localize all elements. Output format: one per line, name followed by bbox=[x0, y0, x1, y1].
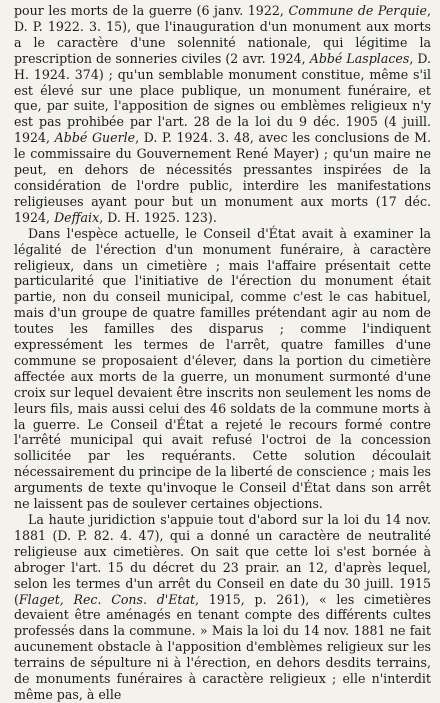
citation-italic-text: Commune de Perquie bbox=[288, 3, 427, 18]
body-text: pour les morts de la guerre (6 janv. 1922, bbox=[14, 3, 289, 18]
paragraph-3 bbox=[14, 512, 431, 703]
paragraph-2 bbox=[14, 226, 431, 512]
citation-italic-text: Flaget, Rec. Cons. d'Etat bbox=[18, 591, 196, 607]
body-text: , D. P. 1922. 3. 15), que l'inauguration d'un monument aux morts a le caractère d'une solennité nationale, qui légitime la prescription de sonneries civiles (2 avr. 1924, bbox=[14, 3, 431, 66]
paragraph-1 bbox=[14, 3, 431, 226]
body-text: , D. H. 1924. 374) ; qu'un semblable monument constitue, même s'il est élevé sur une place publique, un monument funéraire, et que, par suite, l'apposition de signes ou emblèmes religieux n'y est pas prohibée par l'art. 28 de la loi du 9 déc. 1905 (4 juill. 1924, bbox=[14, 50, 432, 146]
body-text: , D. H. 1925. 123). bbox=[99, 209, 217, 225]
citation-italic-text: Deffaix bbox=[54, 209, 100, 225]
citation-italic-text: Abbé Lasplaces bbox=[309, 50, 410, 66]
citation-italic-text: Abbé Guerle bbox=[54, 130, 136, 146]
body-text: La haute juridiction s'appuie tout d'abord sur la loi du 14 nov. 1881 (D. P. 82. 4. 47), qui a donné un caractère de neutralité religieuse aux cimetières. On sait que cette loi s'est bornée à abroger l'art. 15 du décret du 23 prair. an 12, d'après lequel, selon les termes d'un arrêt du Conseil en date du 30 juill. 1915 ( bbox=[14, 512, 431, 607]
body-text: , D. P. 1924. 3. 48, avec les conclusions de M. le commissaire du Gouvernement René Mayer) ; qu'un maire ne peut, en dehors de nécessités pressantes inspirées de la considération de l'ordre public, interdire les manifestations religieuses ayant pour but un monument aux morts (17 déc. 1924, bbox=[14, 130, 431, 225]
body-text: , 1915, p. 261), « les cimetières devaient être aménagés en tenant compte des différents cultes professés dans la commune. » Mais la loi du 14 nov. 1881 ne fait aucunement obstacle à l'apposition d'emblèmes religieux sur les terrains de sépulture ni à l'érection, en dehors desdits terrains, de monuments funéraires à caractère religieux ; elle n'interdit même pas, à elle bbox=[14, 591, 431, 702]
body-text: Dans l'espèce actuelle, le Conseil d'État avait à examiner la légalité de l'érection d'un monument funéraire, à caractère religieux, dans un cimetière ; mais l'affaire présentait cette particularité que l'initiative de l'érection du monument était partie, non du conseil municipal, comme c'est le cas habituel, mais d'un groupe de quatre familles prétendant agir au nom de toutes les familles des disparus ; comme l'indiquent expressément les termes de l'arrêt, quatre familles d'une commune se proposaient d'élever, dans la portion du cimetière affectée aux morts de la guerre, un monument surmonté d'une croix sur lequel devaient être inscrits non seulement les noms de leurs fils, mais aussi celui des 46 soldats de la commune morts à la guerre. Le Conseil d'État a rejeté le recours formé contre l'arrêté municipal qui avait refusé l'octroi de la concession sollicitée par les requérants. Cette solution découlait nécessairement du principe de la liberté de conscience ; mais les arguments de texte qu'invoque le Conseil d'État dans son arrêt ne laissent pas de soulever certaines objections. bbox=[14, 225, 431, 512]
